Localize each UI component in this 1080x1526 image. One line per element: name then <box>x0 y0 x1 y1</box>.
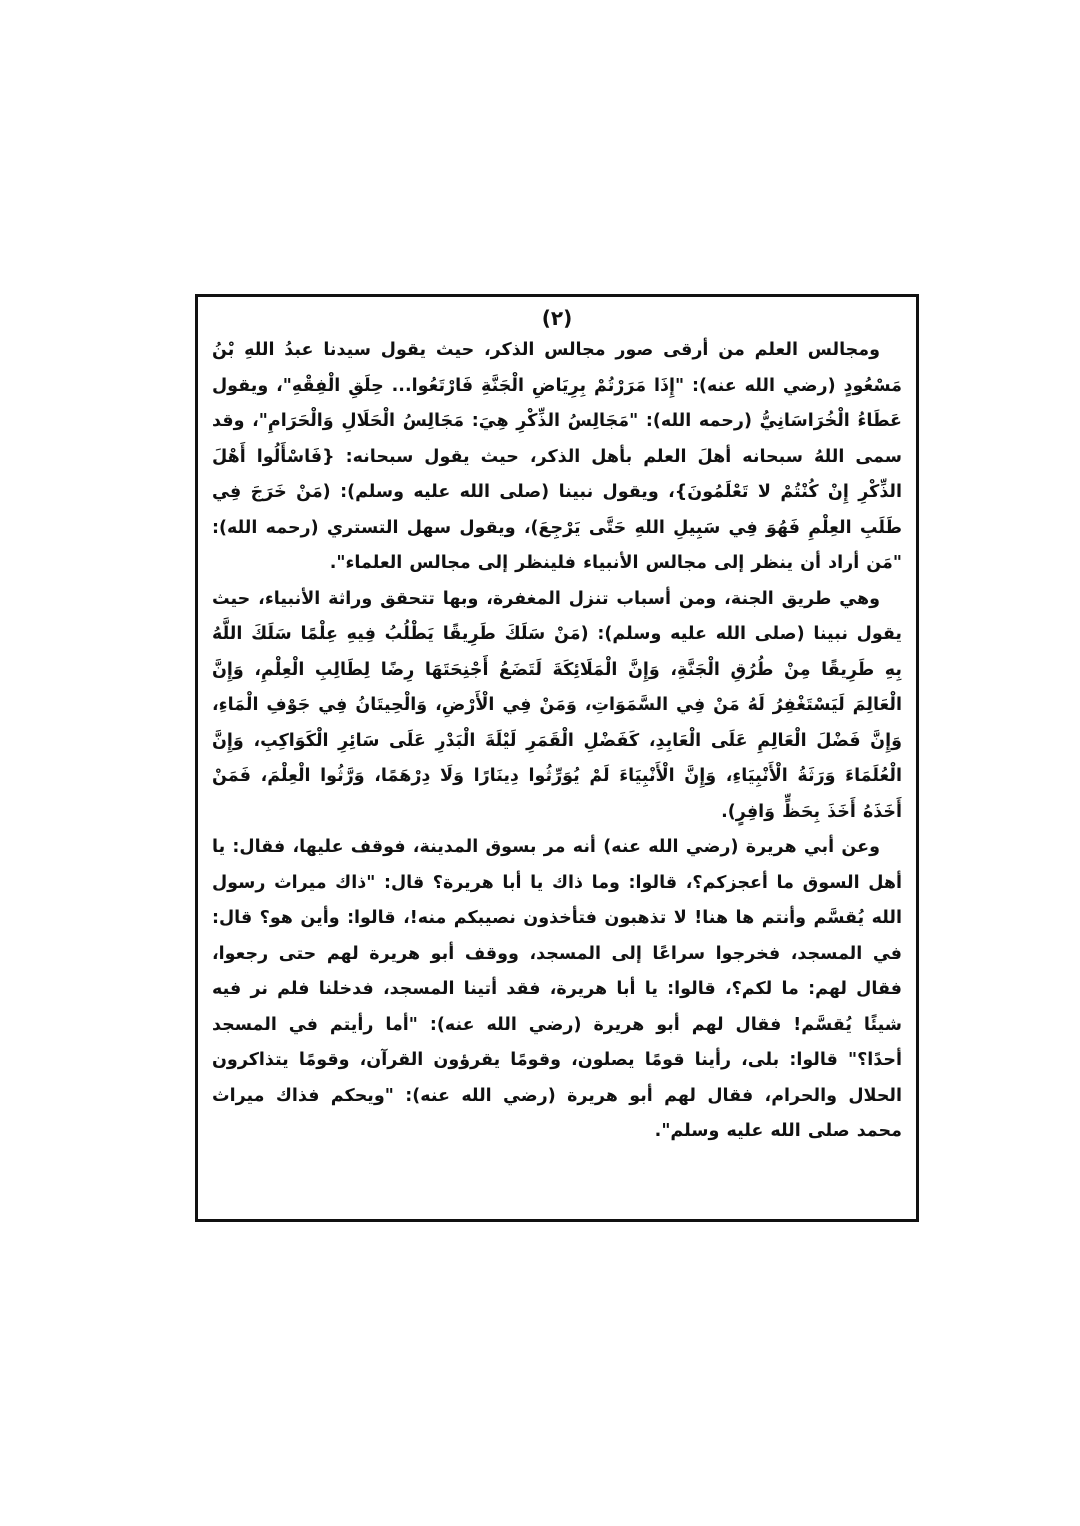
paragraph-1: ومجالس العلم من أرقى صور مجالس الذكر، حيث يقول سيدنا عبدُ اللهِ بْنُ مَسْعُودٍ (رضي الله عنه): "إِذَا مَرَرْتُمْ بِرِيَاضِ الْجَنَّةِ فَارْتَعُوا... حِلَقِ الْفِقْهِ"، ويقول عَطَاءُ الْخُرَاسَانِيُّ (رحمه الله): "مَجَالِسُ الذِّكْرِ هِيَ: مَجَالِسُ الْحَلَالِ وَالْحَرَامِ"، وقد سمى اللهُ سبحانه أهلَ العلم بأهل الذكر، حيث يقول سبحانه: {فَاسْأَلُوا أَهْلَ الذِّكْرِ إِنْ كُنْتُمْ لا تَعْلَمُونَ}، ويقول نبينا (صلى الله عليه وسلم): (مَنْ خَرَجَ فِي طَلَبِ العِلْمِ فَهُوَ فِي سَبِيلِ اللهِ حَتَّى يَرْجِعَ)، ويقول سهل التستري (رحمه الله): "مَن أراد أن ينظر إلى مجالس الأنبياء فلينظر إلى مجالس العلماء". <box>212 340 902 573</box>
document-frame <box>195 294 919 1222</box>
paragraph-2: وهي طريق الجنة، ومن أسباب تنزل المغفرة، وبها تتحقق وراثة الأنبياء، حيث يقول نبينا (صلى الله عليه وسلم): (مَنْ سَلَكَ طَرِيقًا يَطْلُبُ فِيهِ عِلْمًا سَلَكَ اللَّهُ بِهِ طَرِيقًا مِنْ طُرُقِ الْجَنَّةِ، وَإِنَّ الْمَلَائِكَةَ لَتَضَعُ أَجْنِحَتَهَا رِضًا لِطَالِبِ الْعِلْمِ، وَإِنَّ الْعَالِمَ لَيَسْتَغْفِرُ لَهُ مَنْ فِي السَّمَوَاتِ، وَمَنْ فِي الْأَرْضِ، وَالْحِيتَانُ فِي جَوْفِ الْمَاءِ، وَإِنَّ فَضْلَ الْعَالِمِ عَلَى الْعَابِدِ، كَفَضْلِ الْقَمَرِ لَيْلَةَ الْبَدْرِ عَلَى سَائِرِ الْكَوَاكِبِ، وَإِنَّ الْعُلَمَاءَ وَرَثَةُ الْأَنْبِيَاءِ، وَإِنَّ الْأَنْبِيَاءَ لَمْ يُوَرِّثُوا دِينَارًا وَلَا دِرْهَمًا، وَرَّثُوا الْعِلْمَ، فَمَنْ أَخَذَهُ أَخَذَ بِحَظٍّ وَافِرٍ). <box>212 588 902 822</box>
paragraph-3: وعن أبي هريرة (رضي الله عنه) أنه مر بسوق المدينة، فوقف عليها، فقال: يا أهل السوق ما أعجزكم؟، قالوا: وما ذاك يا أبا هريرة؟ قال: "ذاك ميراث رسول الله يُقسَّم وأنتم ها هنا! لا تذهبون فتأخذون نصيبكم منه!، قالوا: وأين هو؟ قال: في المسجد، فخرجوا سراعًا إلى المسجد، ووقف أبو هريرة لهم حتى رجعوا، فقال لهم: ما لكم؟، قالوا: يا أبا هريرة، فقد أتينا المسجد، فدخلنا فلم نر فيه شيئًا يُقسَّم! فقال لهم أبو هريرة (رضي الله عنه): "أما رأيتم في المسجد أحدًا؟" قالوا: بلى، رأينا قومًا يصلون، وقومًا يقرؤون القرآن، وقومًا يتذاكرون الحلال والحرام، فقال لهم أبو هريرة (رضي الله عنه): "ويحكم فذاك ميراث محمد صلى الله عليه وسلم". <box>212 837 902 1141</box>
page-number: (٢) <box>541 306 573 330</box>
